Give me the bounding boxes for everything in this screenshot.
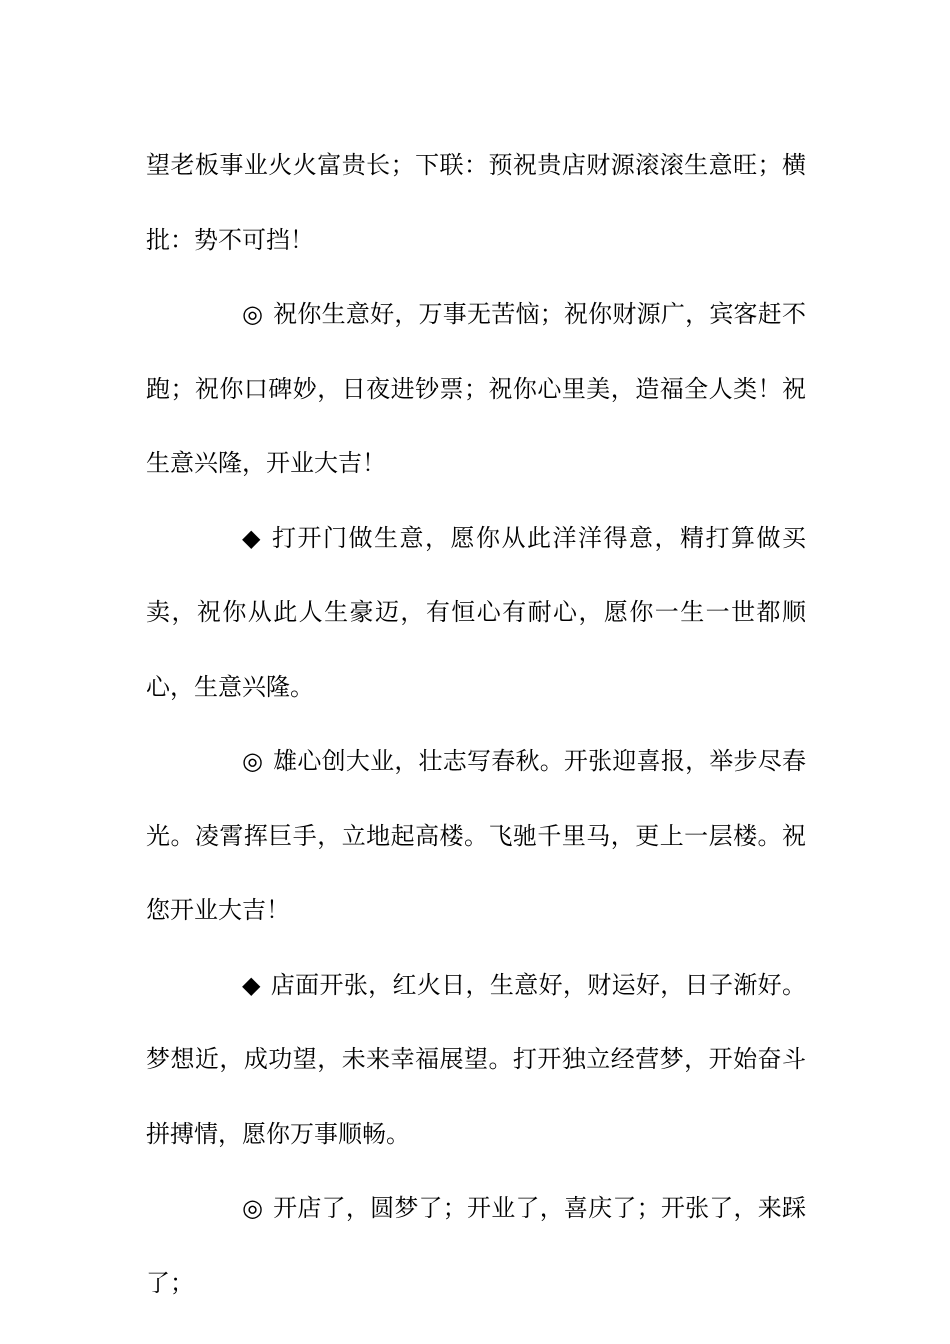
paragraph-text: 望老板事业火火富贵长；下联：预祝贵店财源滚滚生意旺；横批：势不可挡！: [146, 151, 806, 254]
paragraph-5: [146, 948, 806, 1172]
double-circle-bullet-icon: ◎: [242, 300, 263, 328]
diamond-bullet-icon: ◆: [242, 970, 261, 999]
paragraph-text: 开店了，圆梦了；开业了，喜庆了；开张了，来踩了；: [146, 1194, 806, 1297]
paragraph-text: 打开门做生意，愿你从此洋洋得意，精打算做买卖，祝你从此人生豪迈，有恒心有耐心，愿你一生一世都顺心，生意兴隆。: [146, 523, 806, 701]
paragraph-1: [146, 128, 806, 277]
paragraph-6: [146, 1171, 806, 1320]
paragraph-2: [146, 277, 806, 501]
double-circle-bullet-icon: ◎: [242, 1194, 263, 1222]
paragraph-4: [146, 724, 806, 948]
paragraph-text: 店面开张，红火日，生意好，财运好，日子渐好。梦想近，成功望，未来幸福展望。打开独立经营梦，开始奋斗拼搏情，愿你万事顺畅。: [146, 970, 806, 1148]
document-body: [146, 128, 806, 1320]
diamond-bullet-icon: ◆: [242, 523, 261, 552]
paragraph-3: [146, 501, 806, 725]
double-circle-bullet-icon: ◎: [242, 747, 263, 775]
paragraph-text: 祝你生意好，万事无苦恼；祝你财源广，宾客赶不跑；祝你口碑妙，日夜进钞票；祝你心里美，造福全人类！祝生意兴隆，开业大吉！: [146, 300, 806, 477]
paragraph-text: 雄心创大业，壮志写春秋。开张迎喜报，举步尽春光。凌霄挥巨手，立地起高楼。飞驰千里马，更上一层楼。祝您开业大吉！: [146, 747, 806, 924]
